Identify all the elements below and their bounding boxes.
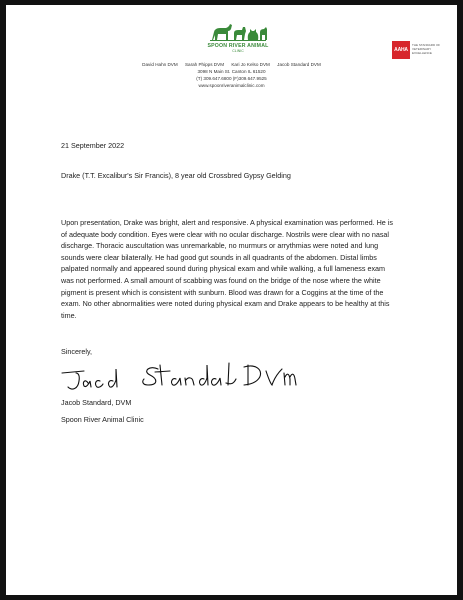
body-line: time. <box>61 310 77 320</box>
clinic-logo <box>204 22 272 53</box>
body-line: exam. No other abnormalities were noted during physical exam and Drake appears to be healthy at this <box>61 299 390 309</box>
body-line: pigment is present which is consistent with sunburn. Blood was drawn for a Coggins at the time of the <box>61 287 384 297</box>
doctor-name: Kari Jo Kelso DVM <box>231 62 270 67</box>
doctor-name: Sarah Phipps DVM <box>184 62 225 67</box>
signer-name: Jacob Standard, DVM <box>61 398 132 407</box>
aaha-text: THE STANDARD OF VETERINARY EXCELLENCE <box>412 43 441 55</box>
clinic-phone: (T) 309.647.6800 (F)309.647.9525 <box>196 76 267 81</box>
letter-date: 21 September 2022 <box>61 141 125 150</box>
body-line: sounds were clear bilaterally. He had good gut sounds in all quadrants of the abdomen. Distal limbs <box>61 252 377 262</box>
clinic-website: www.spoonriveranimalclinic.com <box>198 83 265 88</box>
letter-closing: Sincerely, <box>61 347 93 356</box>
body-line: discharge. Thoracic auscultation was unremarkable, no murmurs or arrythmias were noted and lung <box>61 241 379 251</box>
letter-body <box>61 217 411 321</box>
doctor-name: David Hahn DVM <box>142 62 178 67</box>
letter-subject: Drake (T.T. Excalibur's Sir Francis), 8 year old Crossbred Gypsy Gelding <box>61 171 291 180</box>
body-line: of adequate body condition. Eyes were clear with no ocular discharge. Nostrils were clear with no nasal <box>61 229 390 239</box>
logo-sub: CLINIC <box>232 49 244 53</box>
logo-name: SPOON RIVER ANIMAL <box>207 43 269 49</box>
body-line: palpated normally and appeared sound during physical exam and while walking, a full lameness exam <box>61 264 386 274</box>
body-line: Upon presentation, Drake was bright, alert and responsive. A physical examination was performed. He is <box>61 218 393 227</box>
doctor-name: Jacob Standard DVM <box>277 62 321 67</box>
animals-logo-icon <box>208 22 268 42</box>
letter-page <box>6 5 457 595</box>
body-line: was not performed. A small amount of scabbing was found on the bridge of the nose where the white <box>61 275 381 285</box>
clinic-address: 3098 N Main St. Canton IL 61520 <box>197 69 266 74</box>
handwritten-signature <box>58 359 298 397</box>
aaha-accreditation <box>392 41 444 61</box>
doctor-list <box>6 62 457 67</box>
aaha-badge: AAHA <box>392 41 410 59</box>
signer-clinic: Spoon River Animal Clinic <box>61 415 144 424</box>
